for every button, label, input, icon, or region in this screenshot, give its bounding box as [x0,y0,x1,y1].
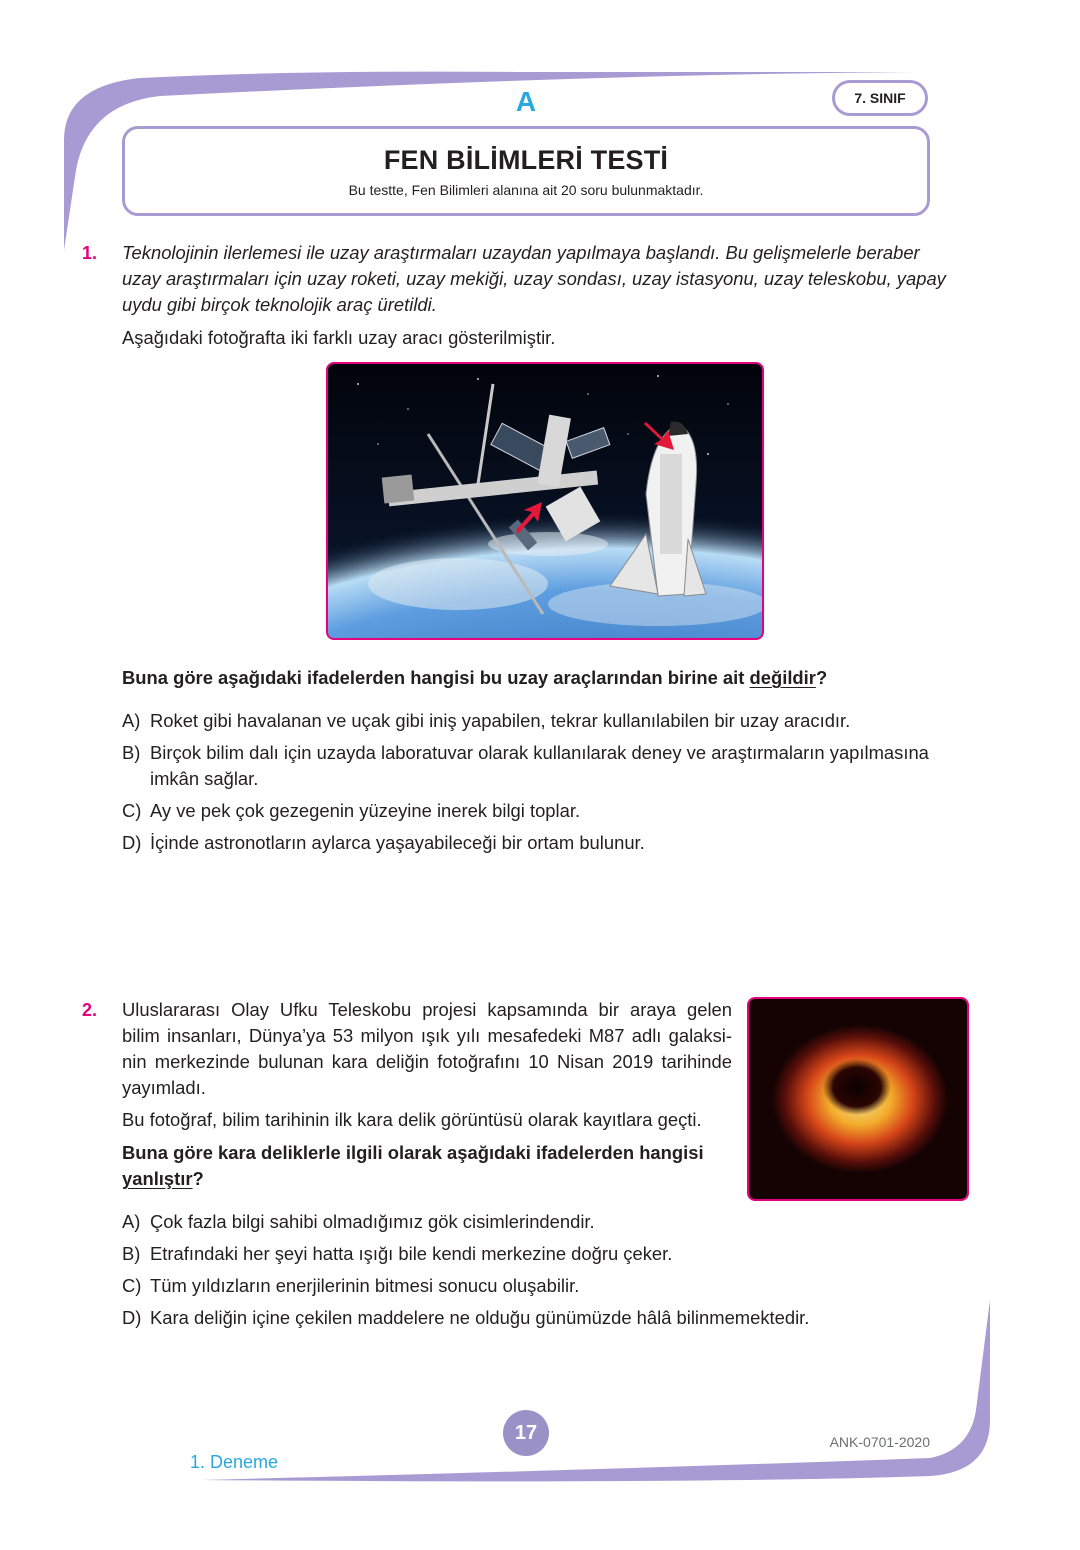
option-b[interactable]: B) Etrafındaki her şeyi hatta ışığı bile kendi merkezine doğru çeker. [122,1243,673,1264]
intro-line: nin merkezinde bulunan kara deliğin fotoğrafını 10 Nisan 2019 tarihinde [122,1051,732,1072]
title-box [122,126,930,216]
negation-word: yanlıştır [122,1168,193,1189]
intro-line: uzay araştırmaları için uzay roketi, uzay mekiği, uzay sondası, uzay istasyonu, uzay teleskobu, yapay [122,268,946,289]
page-subtitle: Bu testte, Fen Bilimleri alanına ait 20 soru bulunmaktadır. [348,182,704,198]
booklet-letter: A [515,86,537,117]
intro-line: bilim insanları, Dünya’ya 53 milyon ışık yılı mesafedeki M87 adlı galaksi- [122,1025,732,1046]
option-c[interactable]: C) Tüm yıldızların enerjilerinin bitmesi sonucu oluşabilir. [122,1275,580,1296]
page-title: FEN BİLİMLERİ TESTİ [383,145,669,175]
intro-line: Teknolojinin ilerlemesi ile uzay araştırmaları uzaydan yapılmaya başlandı. Bu gelişmelerle beraber [122,242,920,263]
question-1-prompt: Buna göre aşağıdaki ifadelerden hangisi bu uzay araçlarından birine ait değildir? [122,667,828,688]
question-2-number: 2. [82,1000,98,1020]
question-2-prompt: Buna göre kara deliklerle ilgili olarak aşağıdaki ifadelerden hangisi yanlıştır? [122,1142,704,1189]
exam-name: 1. Deneme [190,1452,279,1472]
question-2-intro [122,997,732,1101]
option-a[interactable]: A) Çok fazla bilgi sahibi olmadığımız gök cisimlerindendir. [122,1211,595,1232]
intro-line: Uluslararası Olay Ufku Teleskobu projesi kapsamında bir araya gelen [122,999,732,1020]
intro-line: uydu gibi birçok teknolojik araç üretildi. [122,294,437,315]
negation-word: değildir [749,667,816,688]
option-d[interactable]: D) Kara deliğin içine çekilen maddelere ne olduğu günümüzde hâlâ bilinmemektedir. [122,1307,810,1328]
booklet-code: ANK-0701-2020 [829,1434,930,1450]
question-2-history: Bu fotoğraf, bilim tarihinin ilk kara delik görüntüsü olarak kayıtlara geçti. [122,1109,702,1130]
option-a[interactable]: A) Roket gibi havalanan ve uçak gibi iniş yapabilen, tekrar kullanılabilen bir uzay aracıdır. [122,710,851,731]
grade-badge: 7. SINIF [832,80,928,116]
question-1-number: 1. [82,243,98,263]
question-2-options [122,1209,982,1331]
option-c[interactable]: C) Ay ve pek çok gezegenin yüzeyine inerek bilgi toplar. [122,800,581,821]
space-station-photo [326,362,764,640]
question-1-options [122,708,982,856]
event-horizon [823,1059,891,1115]
black-hole-photo [747,997,969,1201]
question-1-intro [122,240,982,318]
photo-caption: Aşağıdaki fotoğrafta iki farklı uzay aracı gösterilmiştir. [122,327,556,348]
page-number: 17 [503,1410,549,1456]
option-b[interactable]: B) Birçok bilim dalı için uzayda laboratuvar olarak kullanılarak deney ve araştırmaların yapılmasına imkân sağlar. [122,742,929,789]
option-d[interactable]: D) İçinde astronotların aylarca yaşayabileceği bir ortam bulunur. [122,832,645,853]
intro-line: yayımladı. [122,1077,206,1098]
